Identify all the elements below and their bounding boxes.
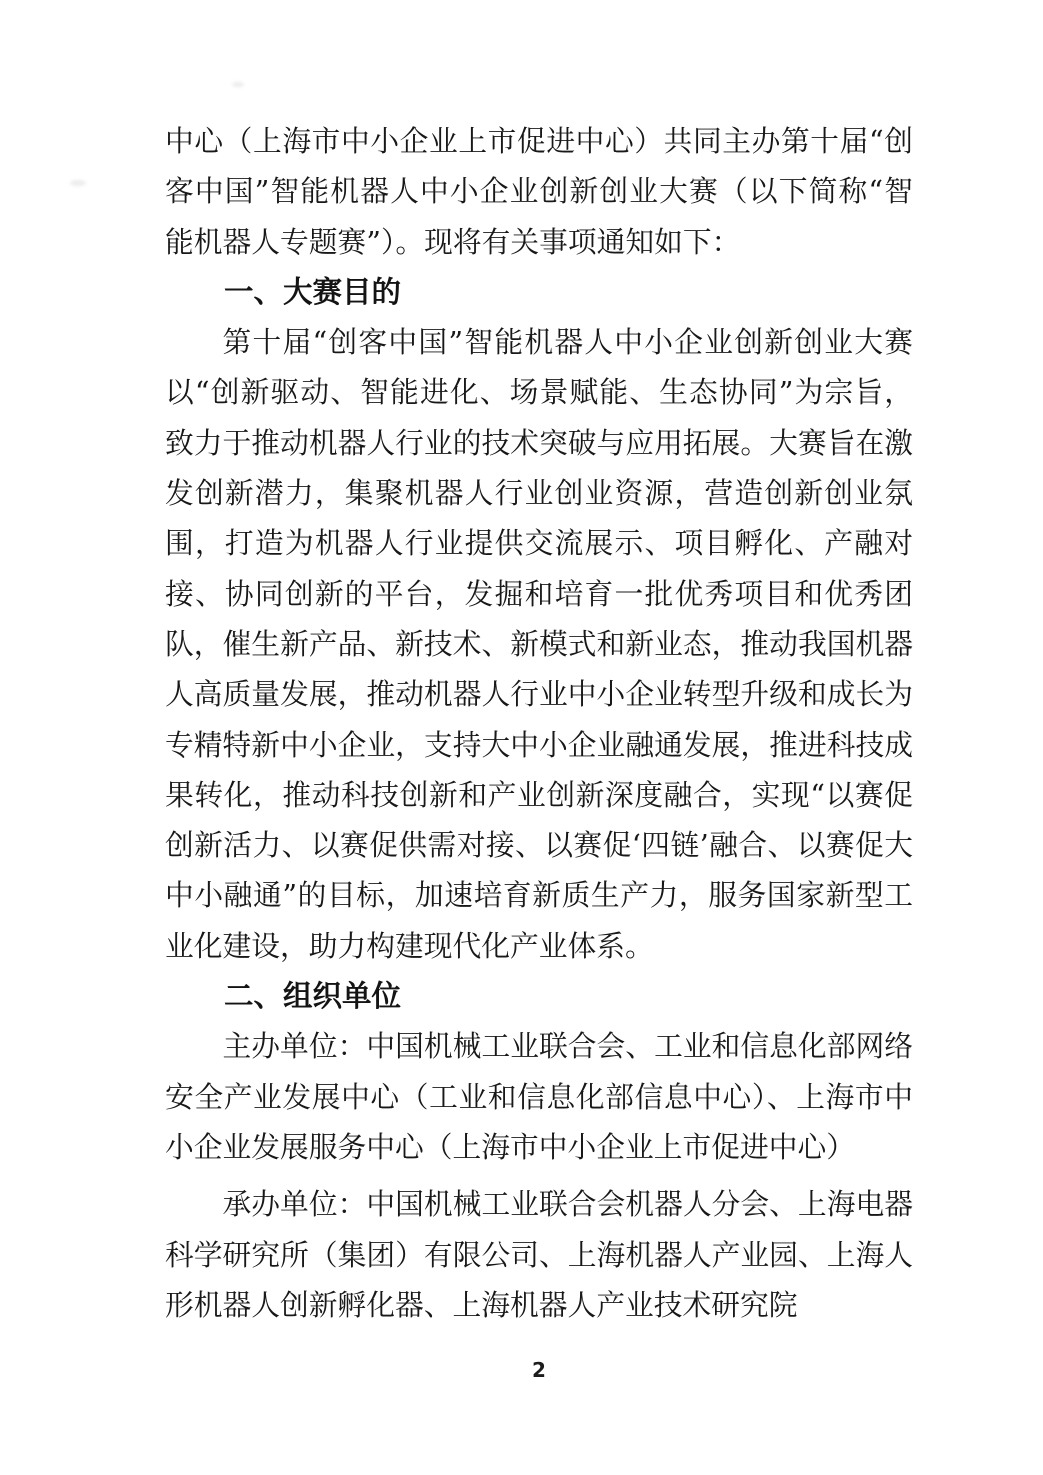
organizer-units-paragraph: 承办单位：中国机械工业联合会机器人分会、上海电器科学研究所（集团）有限公司、上海机器人产业园、上海人形机器人创新孵化器、上海机器人产业技术研究院 bbox=[165, 1187, 913, 1322]
host-units-paragraph: 主办单位：中国机械工业联合会、工业和信息化部网络安全产业发展中心（工业和信息化部信息中心）、上海市中小企业发展服务中心（上海市中小企业上市促进中心） bbox=[165, 1029, 913, 1164]
section2-heading: 二、组织单位 bbox=[224, 979, 402, 1014]
section1-purpose-paragraph: 第十届“创客中国”智能机器人中小企业创新创业大赛以“创新驱动、智能进化、场景赋能、生态协同”为宗旨，致力于推动机器人行业的技术突破与应用拓展。大赛旨在激发创新潜力，集聚机器人行业创业资源，营造创新创业氛围，打造为机器人行业提供交流展示、项目孵化、产融对接、协同创新的平台，发掘和培育一批优秀项目和优秀团队，催生新产品、新技术、新模式和新业态，推动我国机器人高质量发展，推动机器人行业中小企业转型升级和成长为专精特新中小企业，支持大中小企业融通发展，推进科技成果转化，推动科技创新和产业创新深度融合，实现“以赛促创新活力、以赛促供需对接、以赛促‘四链’融合、以赛促大中小融通”的目标，加速培育新质生产力，服务国家新型工业化建设，助力构建现代化产业体系。 bbox=[165, 325, 913, 963]
page-number: 2 bbox=[532, 1358, 546, 1382]
document-body bbox=[165, 116, 913, 1330]
paragraph-intro-continuation: 中心（上海市中小企业上市促进中心）共同主办第十届“创客中国”智能机器人中小企业创新创业大赛（以下简称“智能机器人专题赛”）。现将有关事项通知如下： bbox=[165, 124, 913, 259]
section1-heading: 一、大赛目的 bbox=[224, 274, 402, 309]
scan-smudge bbox=[70, 180, 86, 186]
page-footer bbox=[165, 1358, 913, 1382]
scan-smudge bbox=[232, 82, 244, 87]
